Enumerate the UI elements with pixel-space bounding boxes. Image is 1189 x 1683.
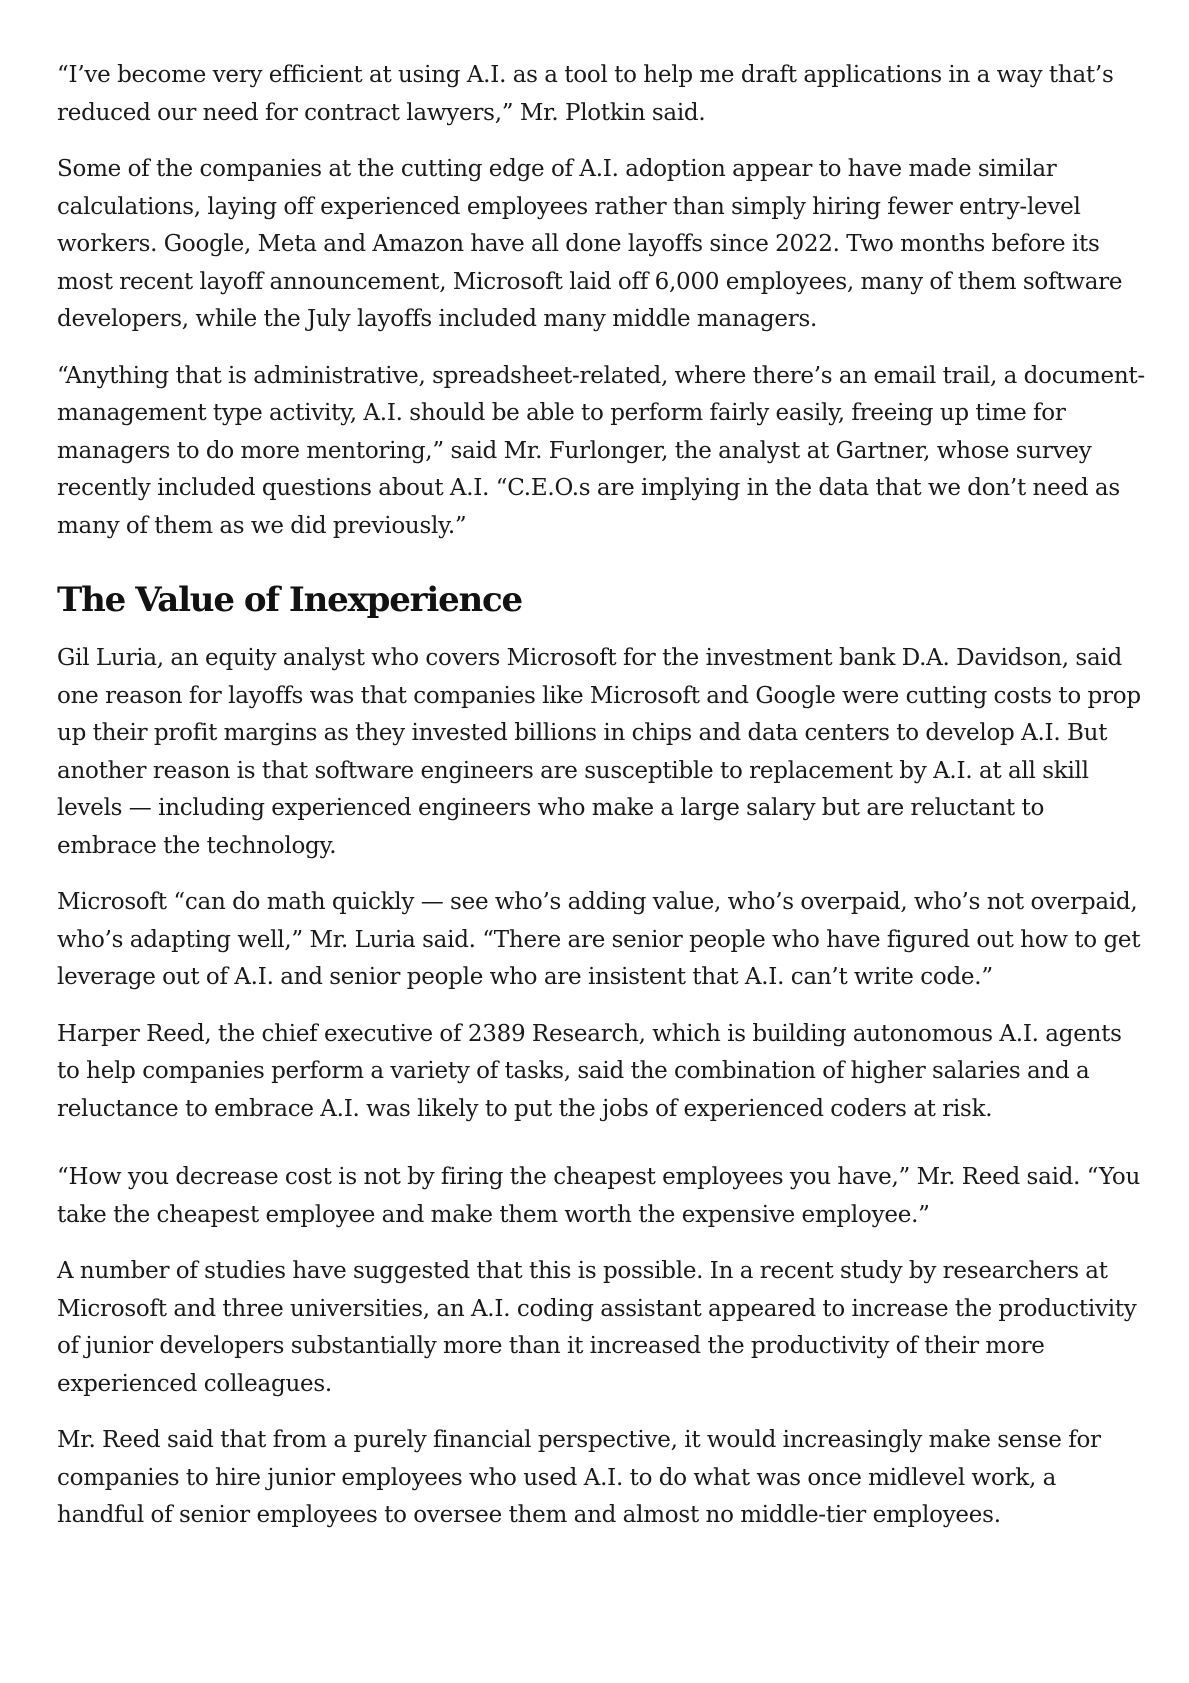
article-paragraph: Microsoft “can do math quickly — see who’s adding value, who’s overpaid, who’s not overpaid, who’s adapting well,” Mr. Luria said. “There are senior people who have figured out how to get leverage out of A.I. and senior people who are insistent that A.I. can’t write code.” (57, 889, 1141, 990)
article-paragraph: Some of the companies at the cutting edge of A.I. adoption appear to have made similar calculations, laying off experienced employees rather than simply hiring fewer entry-level workers. Google, Meta and Amazon have all done layoffs since 2022. Two months before its most recent layoff announcement, Microsoft laid off 6,000 employees, many of them software developers, while the July layoffs included many middle managers. (57, 156, 1123, 332)
article-paragraph: Mr. Reed said that from a purely financial perspective, it would increasingly make sense for companies to hire junior employees who used A.I. to do what was once midlevel work, a handful of senior employees to oversee them and almost no middle-tier employees. (57, 1427, 1101, 1528)
article-body (57, 57, 1147, 1554)
article-paragraph: “I’ve become very efficient at using A.I. as a tool to help me draft applications in a way that’s reduced our need for contract lawyers,” Mr. Plotkin said. (57, 62, 1114, 126)
article-paragraph: Harper Reed, the chief executive of 2389 Research, which is building autonomous A.I. agents to help companies perform a variety of tasks, said the combination of higher salaries and a reluctance to embrace A.I. was likely to put the jobs of experienced coders at risk. (57, 1020, 1122, 1122)
article-paragraph: Gil Luria, an equity analyst who covers Microsoft for the investment bank D.A. Davidson, said one reason for layoffs was that companies like Microsoft and Google were cutting costs to prop up their profit margins as they invested billions in chips and data centers to develop A.I. But another reason is that software engineers are susceptible to replacement by A.I. at all skill levels — including experienced engineers who make a large salary but are reluctant to embrace the technology. (57, 645, 1141, 859)
section-heading: The Value of Inexperience (57, 580, 522, 620)
article-paragraph: A number of studies have suggested that this is possible. In a recent study by researchers at Microsoft and three universities, an A.I. coding assistant appeared to increase the productivity of junior developers substantially more than it increased the productivity of their more experienced colleagues. (57, 1258, 1137, 1397)
article-paragraph: “How you decrease cost is not by firing the cheapest employees you have,” Mr. Reed said. “You take the cheapest employee and make them worth the expensive employee.” (57, 1164, 1141, 1228)
article-paragraph: “Anything that is administrative, spreadsheet-related, where there’s an email trail, a document-management type activity, A.I. should be able to perform fairly easily, freeing up time for managers to do more mentoring,” said Mr. Furlonger, the analyst at Gartner, whose survey recently included questions about A.I. “C.E.O.s are implying in the data that we don’t need as many of them as we did previously.” (57, 362, 1145, 539)
